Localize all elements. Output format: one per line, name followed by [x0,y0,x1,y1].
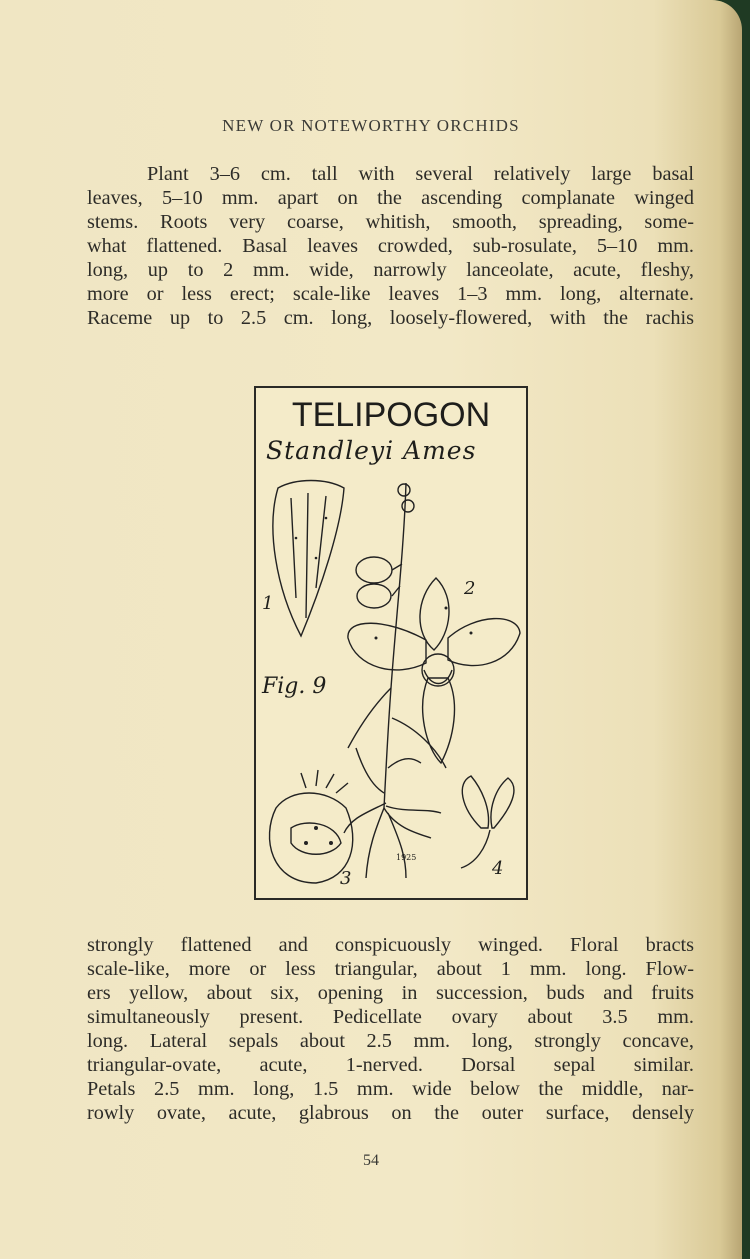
text-line: Raceme up to 2.5 cm. long, loosely-flowered, with the rachis [87,307,694,329]
text-line: scale-like, more or less triangular, about 1 mm. long. Flow- [87,958,694,980]
figure-label: Fig. 9 [262,674,327,699]
detail-number-1: 1 [262,593,274,614]
page-number: 54 [363,1152,379,1169]
text-line: more or less erect; scale-like leaves 1–3 mm. long, alternate. [87,283,694,305]
text-line: leaves, 5–10 mm. apart on the ascending complanate winged [87,187,694,209]
text-line: strongly flattened and conspicuously winged. Floral bracts [87,934,694,956]
text-line: ers yellow, about six, opening in succession, buds and fruits [87,982,694,1004]
detail-number-3: 3 [340,868,352,889]
text-line: what flattened. Basal leaves crowded, sub-rosulate, 5–10 mm. [87,235,694,257]
text-line: long. Lateral sepals about 2.5 mm. long, strongly concave, [87,1030,694,1052]
detail-number-4: 4 [492,858,504,879]
botanical-plate [254,386,528,900]
text-line: triangular-ovate, acute, 1-nerved. Dorsal sepal similar. [87,1054,694,1076]
plate-subtitle: Standleyi Ames [266,436,477,465]
text-line: long, up to 2 mm. wide, narrowly lanceolate, acute, fleshy, [87,259,694,281]
paragraph-bottom [87,933,694,1125]
date-mark: 1925 [396,853,417,862]
text-line: rowly ovate, acute, glabrous on the outer surface, densely [87,1102,694,1124]
text-line: Petals 2.5 mm. long, 1.5 mm. wide below the middle, nar- [87,1078,694,1100]
text-line: stems. Roots very coarse, whitish, smooth, spreading, some- [87,211,694,233]
running-head: NEW OR NOTEWORTHY ORCHIDS [222,116,520,135]
paragraph-top [87,162,694,330]
text-line: Plant 3–6 cm. tall with several relatively large basal [147,163,694,185]
text-line: simultaneously present. Pedicellate ovary about 3.5 mm. [87,1006,694,1028]
detail-number-2: 2 [464,578,476,599]
plate-title: TELIPOGON [291,396,491,434]
